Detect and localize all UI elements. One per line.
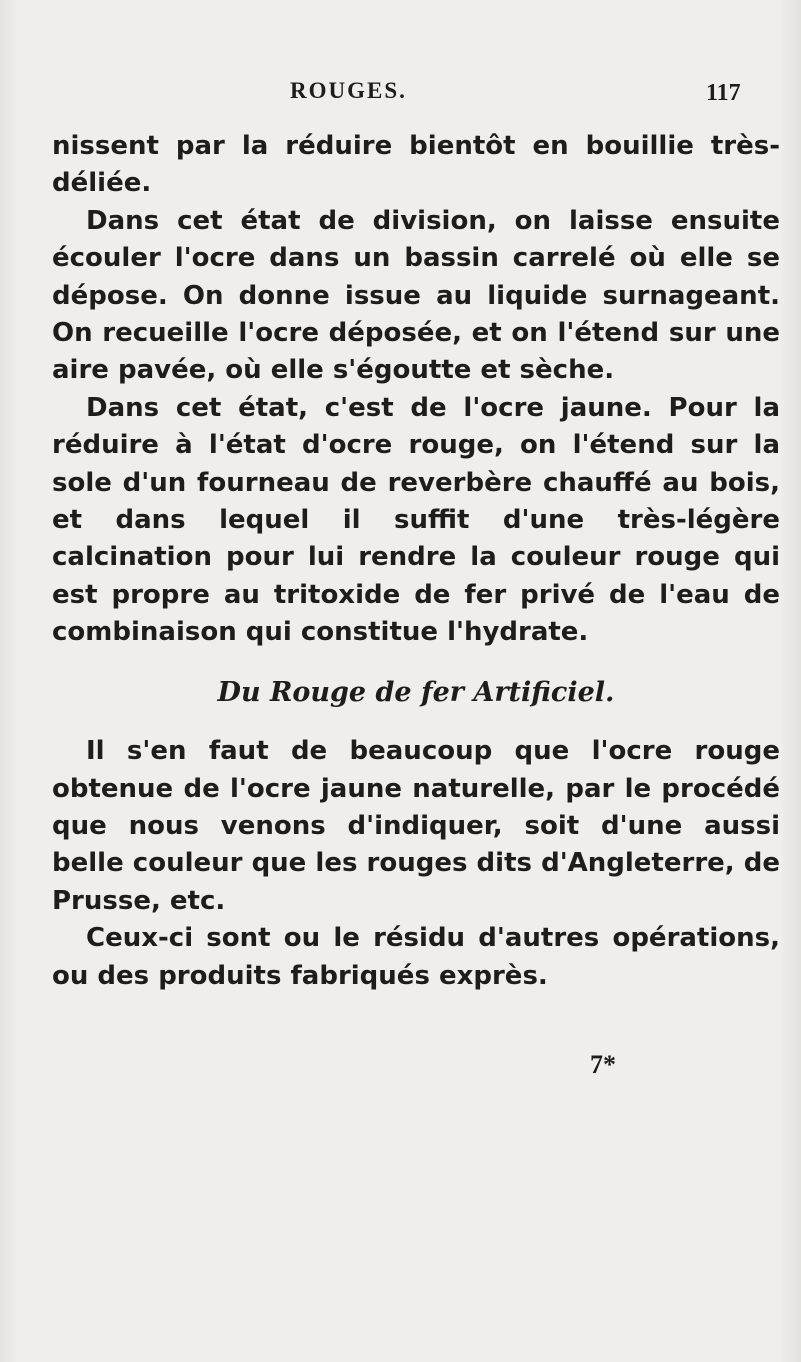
body-text: [52, 128, 780, 995]
paragraph: Dans cet état de division, on laisse ensuite écouler l'ocre dans un bassin carrelé où elle se dépose. On donne issue au liquide surnageant. On recueille l'ocre déposée, et on l'étend sur une aire pavée, où elle s'égoutte et sèche.: [52, 205, 780, 386]
signature-mark: 7*: [590, 1050, 616, 1079]
paragraph: Il s'en faut de beaucoup que l'ocre rouge obtenue de l'ocre jaune naturelle, par le procédé que nous venons d'indiquer, soit d'une aussi belle couleur que les rouges dits d'Angleterre, de Prusse, etc.: [52, 736, 780, 916]
paragraph: Dans cet état, c'est de l'ocre jaune. Pour la réduire à l'état d'ocre rouge, on l'étend sur la sole d'un fourneau de reverbère chauffé au bois, et dans lequel il suffit d'une très-légère calcination pour lui rendre la couleur rouge qui est propre au tritoxide de fer privé de l'eau de combinaison qui constitue l'hydrate.: [52, 392, 780, 648]
paragraph-continuation: nissent par la réduire bientôt en bouillie très-déliée.: [52, 131, 780, 199]
running-head: ROUGES.: [290, 78, 407, 103]
section-title: Du Rouge de fer Artificiel.: [217, 676, 615, 708]
paragraph: Ceux-ci sont ou le résidu d'autres opérations, ou des produits fabriqués exprès.: [52, 923, 780, 991]
page-number: 117: [706, 80, 741, 106]
